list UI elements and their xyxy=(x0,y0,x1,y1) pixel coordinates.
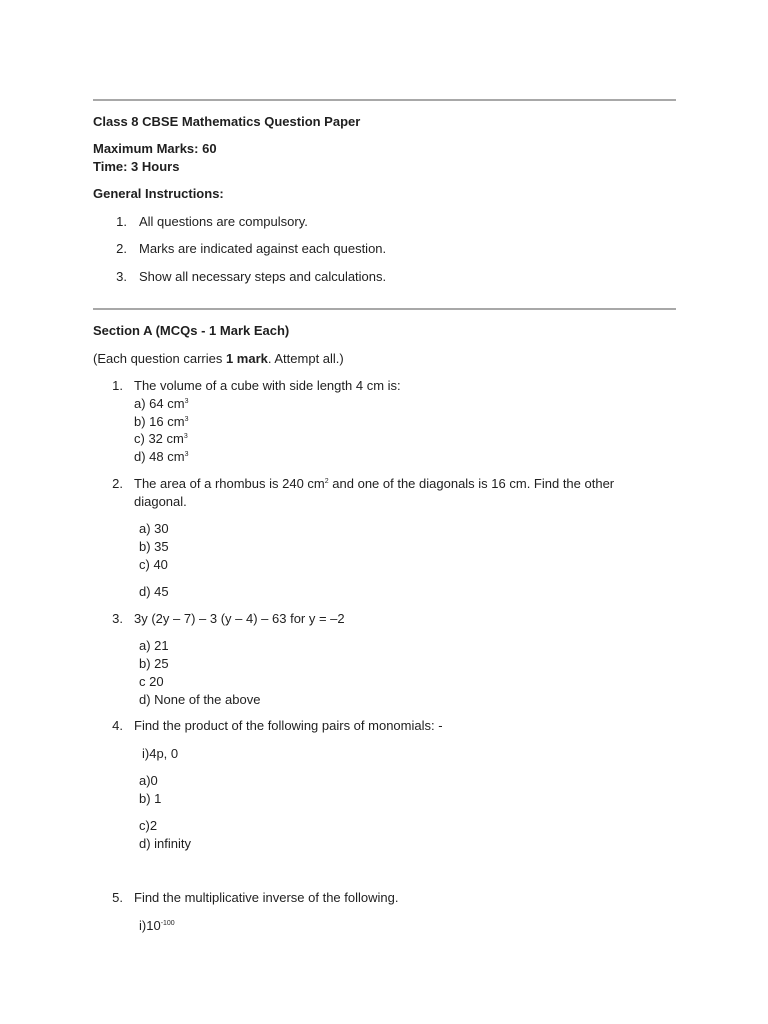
instruction-item: All questions are compulsory. xyxy=(139,214,308,229)
question-text: Find the product of the following pairs of monomials: - xyxy=(134,718,443,733)
option: a) 30 xyxy=(139,521,169,536)
question-text-pre: The area of a rhombus is 240 cm xyxy=(134,476,325,491)
question-number: 5. xyxy=(112,890,123,905)
instruction-item: Marks are indicated against each question. xyxy=(139,241,387,256)
section-divider xyxy=(93,308,676,310)
sub-question xyxy=(139,918,175,934)
section-a-note-bold: 1 mark xyxy=(225,351,268,366)
option: a)0 xyxy=(139,773,158,788)
option-text: d) 48 cm xyxy=(134,449,185,464)
question-number: 1. xyxy=(112,378,123,393)
option-text: c) 32 cm xyxy=(134,431,184,446)
question-text xyxy=(134,476,614,492)
option-sup: 3 xyxy=(184,451,189,458)
option-sup: 3 xyxy=(184,398,189,405)
option xyxy=(134,414,188,430)
question-text-sup: 2 xyxy=(324,478,329,485)
instruction-number: 2. xyxy=(116,241,127,256)
question-text: Find the multiplicative inverse of the following. xyxy=(134,890,399,905)
option-sup: 3 xyxy=(184,416,189,423)
sub-question-sup: -100 xyxy=(160,920,175,927)
option xyxy=(134,449,188,465)
question-text: 3y (2y – 7) – 3 (y – 4) – 63 for y = –2 xyxy=(134,611,345,626)
option: d) 45 xyxy=(139,584,169,599)
instruction-number: 1. xyxy=(116,214,127,229)
paper-title: Class 8 CBSE Mathematics Question Paper xyxy=(93,114,361,129)
question-text: The volume of a cube with side length 4 cm is: xyxy=(134,378,401,393)
question-text-post: and one of the diagonals is 16 cm. Find the other xyxy=(328,476,615,491)
option: a) 21 xyxy=(139,638,169,653)
option xyxy=(134,396,188,412)
option-text: b) 16 cm xyxy=(134,414,185,429)
instruction-item: Show all necessary steps and calculations. xyxy=(139,269,387,284)
option: c 20 xyxy=(139,674,164,689)
question-text-continued: diagonal. xyxy=(134,494,187,509)
sub-question: i)4p, 0 xyxy=(142,746,179,761)
option: b) 35 xyxy=(139,539,169,554)
option xyxy=(134,431,188,447)
option: c) 40 xyxy=(139,557,168,572)
option-text: a) 64 cm xyxy=(134,396,185,411)
question-number: 2. xyxy=(112,476,123,491)
section-a-note-pre: (Each question carries xyxy=(93,351,226,366)
section-a-heading: Section A (MCQs - 1 Mark Each) xyxy=(93,323,290,338)
top-divider xyxy=(93,99,676,101)
question-number: 4. xyxy=(112,718,123,733)
option: b) 25 xyxy=(139,656,169,671)
time-allowed: Time: 3 Hours xyxy=(93,159,180,174)
option: b) 1 xyxy=(139,791,162,806)
sub-question-base: i)10 xyxy=(139,918,161,933)
option-sup: 3 xyxy=(183,433,188,440)
option: d) None of the above xyxy=(139,692,261,707)
instruction-number: 3. xyxy=(116,269,127,284)
question-number: 3. xyxy=(112,611,123,626)
section-a-note-post: . Attempt all.) xyxy=(267,351,344,366)
option: c)2 xyxy=(139,818,158,833)
instructions-heading: General Instructions: xyxy=(93,186,224,201)
maximum-marks: Maximum Marks: 60 xyxy=(93,141,217,156)
section-a-note xyxy=(93,351,344,367)
option: d) infinity xyxy=(139,836,192,851)
